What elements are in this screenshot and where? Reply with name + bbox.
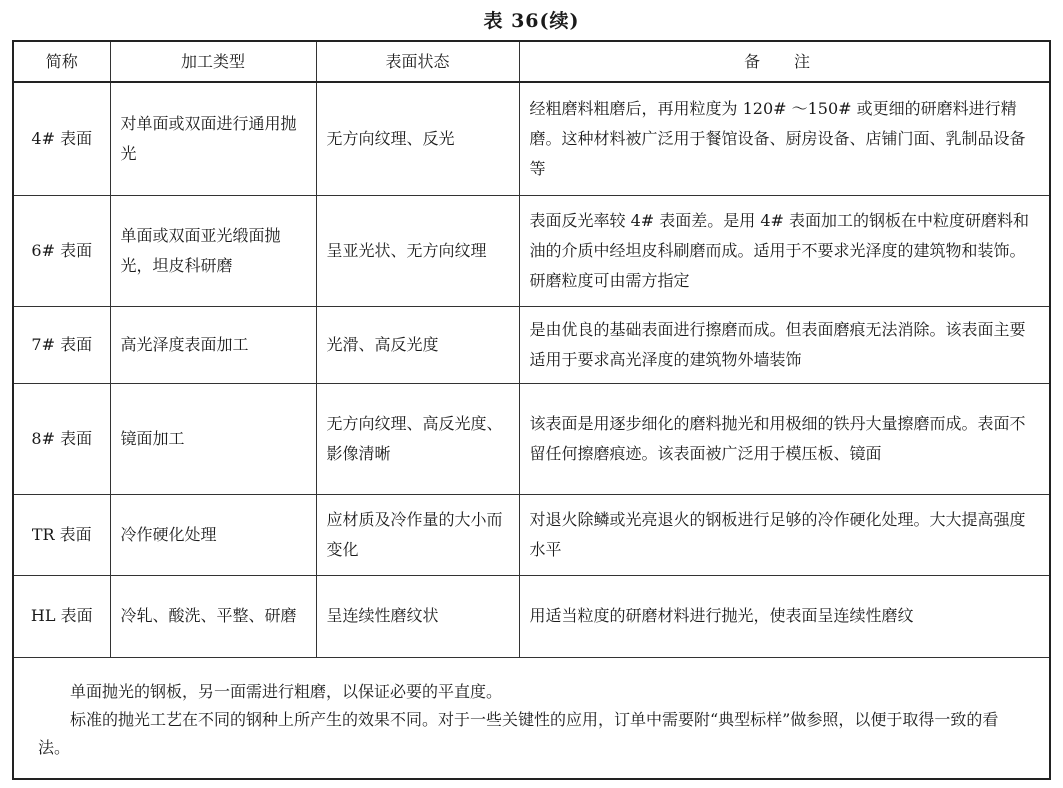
cell-state: 无方向纹理、高反光度、影像清晰: [316, 383, 519, 494]
cell-remark: 表面反光率较 4# 表面差。是用 4# 表面加工的钢板在中粒度研磨料和油的介质中经坦皮科刷磨而成。适用于不要求光泽度的建筑物和装饰。研磨粒度可由需方指定: [519, 195, 1050, 306]
cell-process: 镜面加工: [110, 383, 316, 494]
header-row: [13, 41, 1050, 82]
cell-state: 呈亚光状、无方向纹理: [316, 195, 519, 306]
header-process: 加工类型: [110, 41, 316, 82]
cell-abbr: TR 表面: [13, 494, 110, 575]
cell-process: 冷轧、酸洗、平整、研磨: [110, 575, 316, 657]
cell-remark: 是由优良的基础表面进行擦磨而成。但表面磨痕无法消除。该表面主要适用于要求高光泽度的建筑物外墙装饰: [519, 306, 1050, 383]
header-remark: 备 注: [519, 41, 1050, 82]
cell-remark: 用适当粒度的研磨材料进行抛光，使表面呈连续性磨纹: [519, 575, 1050, 657]
cell-abbr: 4# 表面: [13, 82, 110, 195]
cell-abbr: 8# 表面: [13, 383, 110, 494]
header-abbr: 简称: [13, 41, 110, 82]
table-row: [13, 306, 1050, 383]
cell-process: 高光泽度表面加工: [110, 306, 316, 383]
table-caption: 表 36(续): [483, 10, 580, 32]
table-row: [13, 82, 1050, 195]
table-row: [13, 195, 1050, 306]
table-row: [13, 494, 1050, 575]
note-paragraph: 标准的抛光工艺在不同的钢种上所产生的效果不同。对于一些关键性的应用，订单中需要附“典型标样”做参照，以便于取得一致的看法。: [38, 709, 999, 757]
cell-abbr: 6# 表面: [13, 195, 110, 306]
cell-abbr: HL 表面: [13, 575, 110, 657]
cell-state: 呈连续性磨纹状: [316, 575, 519, 657]
note-paragraph: 单面抛光的钢板，另一面需进行粗磨，以保证必要的平直度。: [70, 681, 503, 701]
cell-state: 应材质及冷作量的大小而变化: [316, 494, 519, 575]
cell-remark: 对退火除鳞或光亮退火的钢板进行足够的冷作硬化处理。大大提高强度水平: [519, 494, 1050, 575]
header-state: 表面状态: [316, 41, 519, 82]
cell-state: 光滑、高反光度: [316, 306, 519, 383]
cell-remark: 该表面是用逐步细化的磨料抛光和用极细的铁丹大量擦磨而成。表面不留任何擦磨痕迹。该表面被广泛用于模压板、镜面: [519, 383, 1050, 494]
notes-cell: [13, 657, 1050, 779]
cell-process: 单面或双面亚光缎面抛光，坦皮科研磨: [110, 195, 316, 306]
cell-state: 无方向纹理、反光: [316, 82, 519, 195]
table-row: [13, 575, 1050, 657]
surface-finish-table: [12, 40, 1051, 780]
cell-abbr: 7# 表面: [13, 306, 110, 383]
notes-row: [13, 657, 1050, 779]
cell-remark: 经粗磨料粗磨后，再用粒度为 120# ～150# 或更细的研磨料进行精磨。这种材料被广泛用于餐馆设备、厨房设备、店铺门面、乳制品设备等: [519, 82, 1050, 195]
cell-process: 冷作硬化处理: [110, 494, 316, 575]
cell-process: 对单面或双面进行通用抛光: [110, 82, 316, 195]
table-row: [13, 383, 1050, 494]
